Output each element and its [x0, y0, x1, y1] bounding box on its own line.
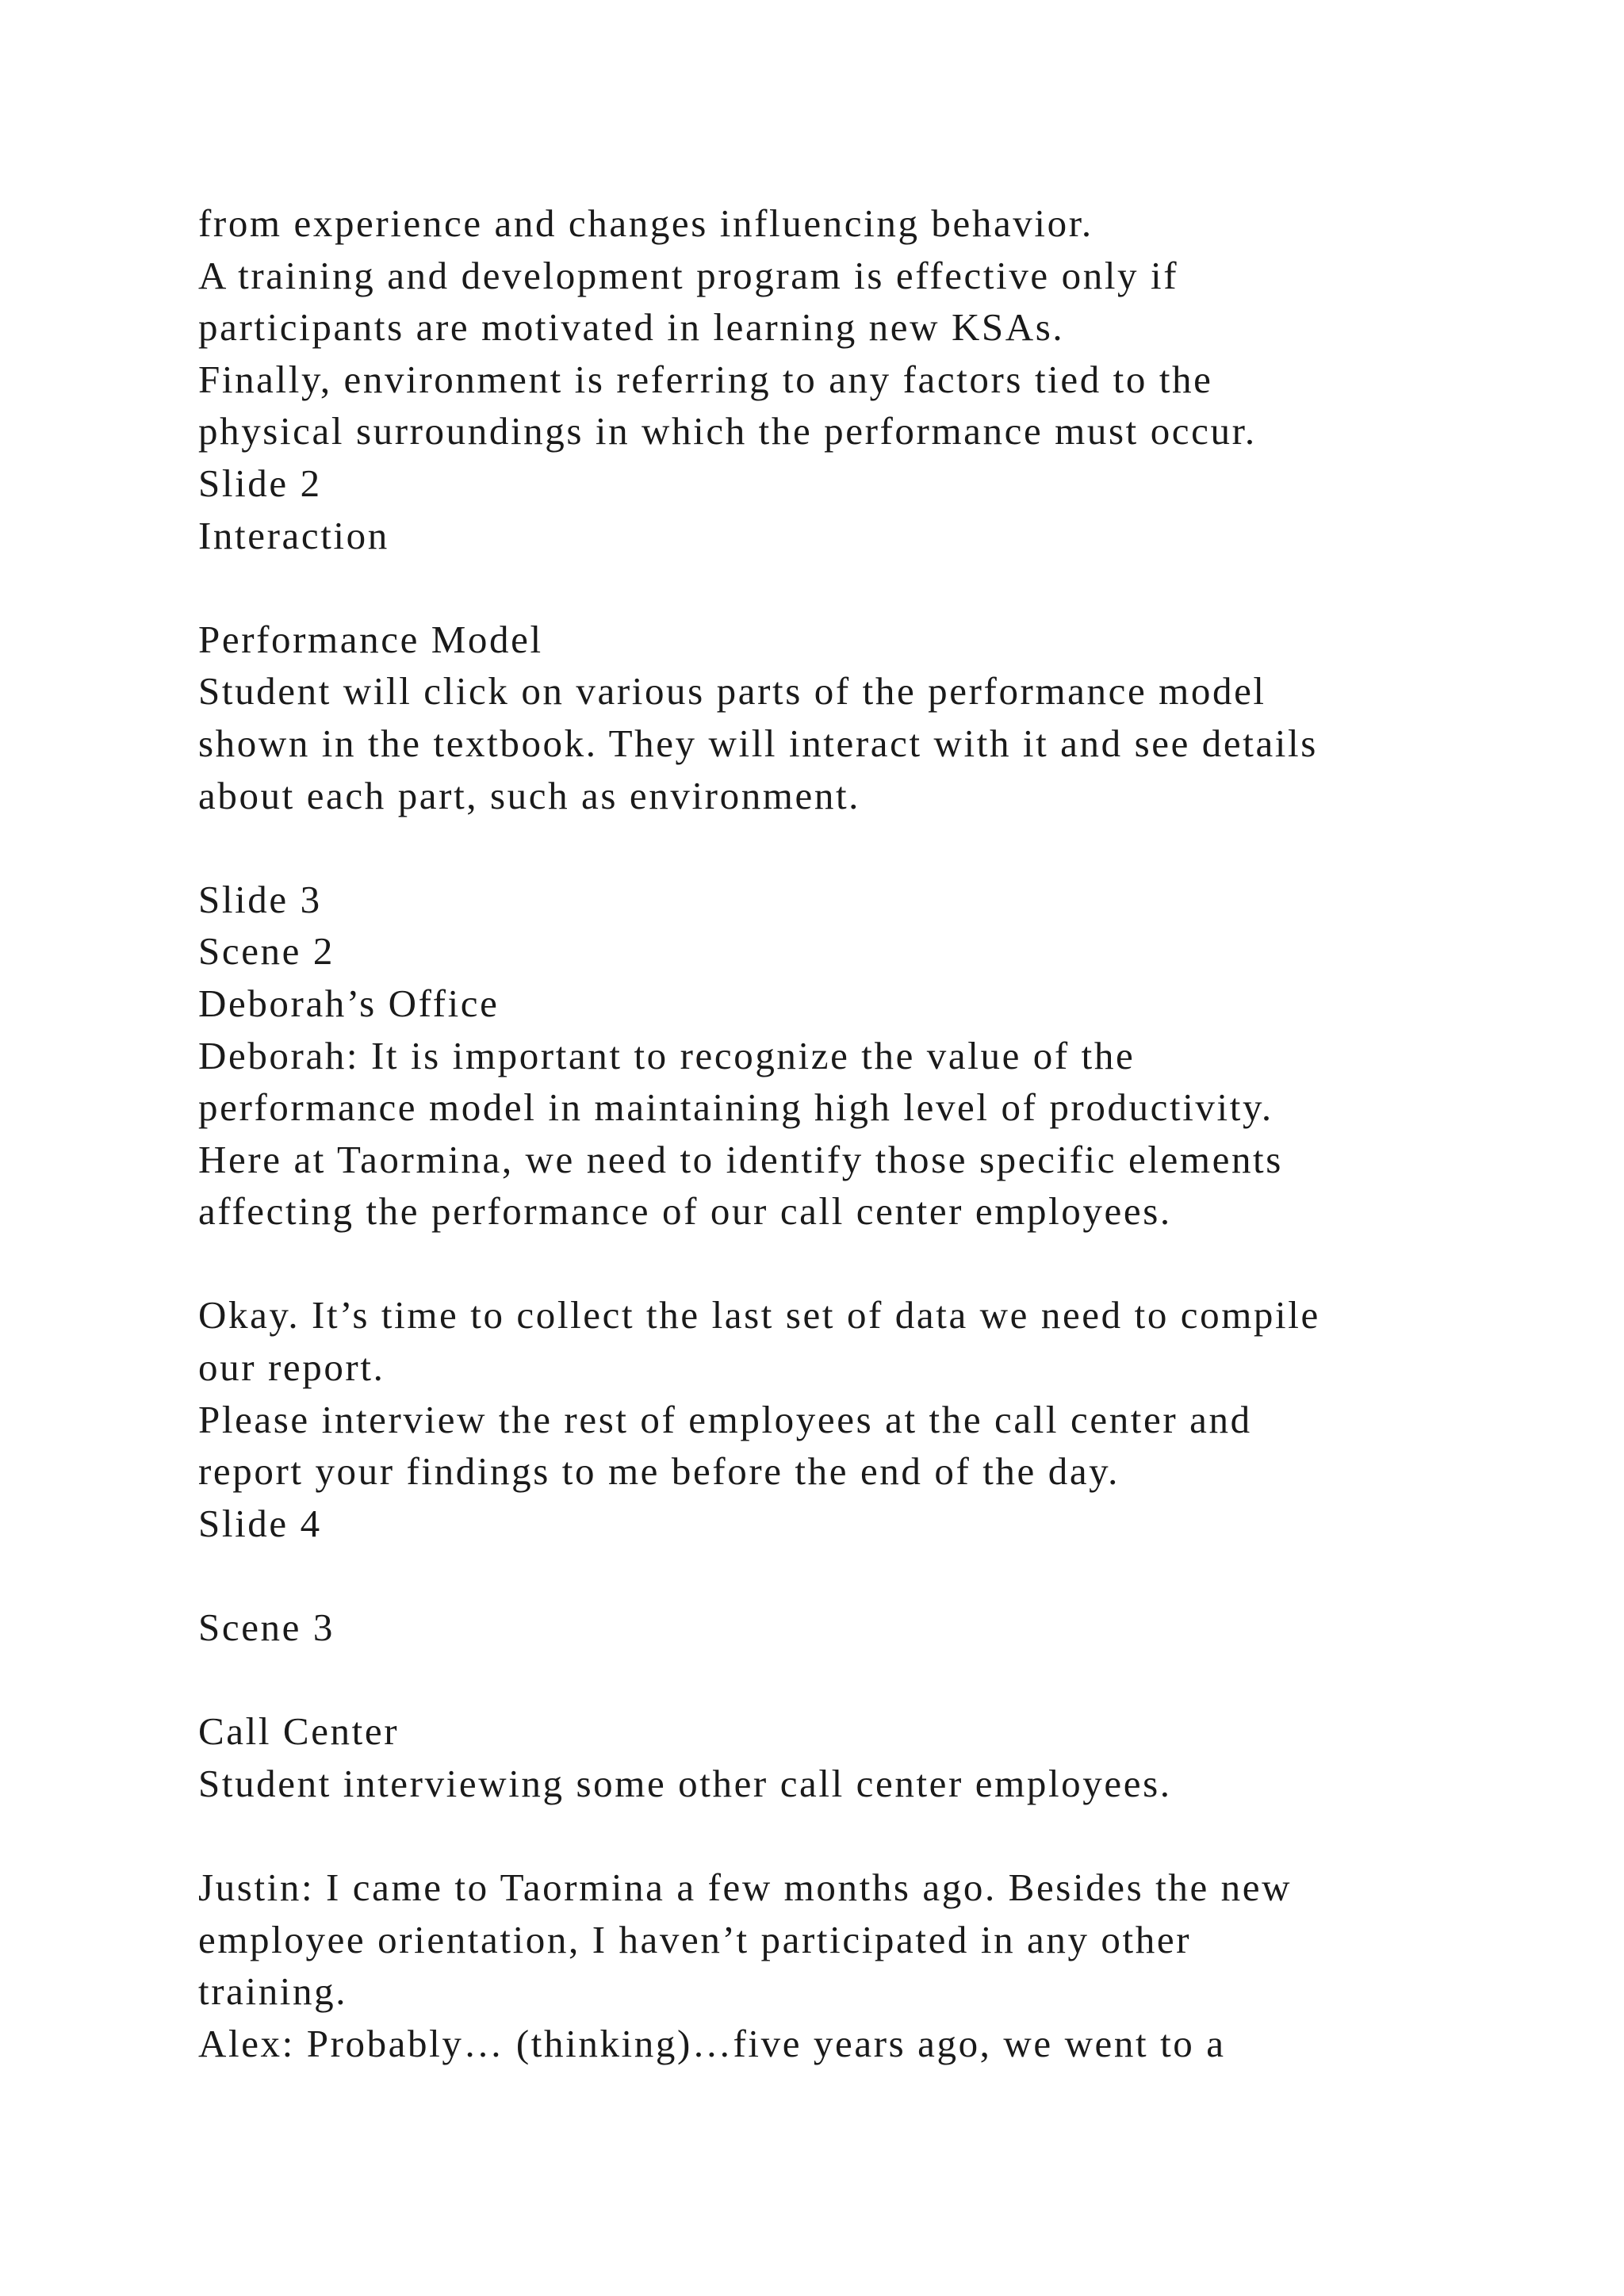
- blank-line: [198, 1809, 1546, 1862]
- dialogue-line: Justin: I came to Taormina a few months ago. Besides the new: [198, 1866, 1293, 1909]
- text-line: Finally, environment is referring to any factors tied to the: [198, 357, 1213, 401]
- dialogue-line: training.: [198, 1969, 348, 2014]
- text-line: A training and development program is effective only if: [198, 253, 1179, 297]
- document-body: [198, 197, 1546, 2069]
- slide-label: Slide 3: [198, 877, 322, 921]
- dialogue-line: Alex: Probably… (thinking)…five years ago, we went to a: [198, 2021, 1226, 2065]
- dialogue-line: report your findings to me before the end of the day.: [198, 1449, 1120, 1494]
- text-line: about each part, such as environment.: [198, 773, 861, 817]
- text-line: from experience and changes influencing behavior.: [198, 201, 1094, 245]
- dialogue-line: affecting the performance of our call center employees.: [198, 1189, 1172, 1234]
- text-line: shown in the textbook. They will interact with it and see details: [198, 721, 1318, 765]
- section-heading: Performance Model: [198, 617, 543, 661]
- text-line: physical surroundings in which the performance must occur.: [198, 409, 1257, 453]
- blank-line: [198, 1238, 1546, 1290]
- dialogue-line: our report.: [198, 1345, 385, 1390]
- dialogue-line: employee orientation, I haven’t participated in any other: [198, 1917, 1192, 1961]
- dialogue-line: Please interview the rest of employees at the call center and: [198, 1397, 1252, 1441]
- text-line: participants are motivated in learning new KSAs.: [198, 305, 1065, 350]
- location-label: Call Center: [198, 1709, 400, 1754]
- blank-line: [198, 1654, 1546, 1706]
- scene-label: Scene 3: [198, 1605, 335, 1650]
- dialogue-line: Deborah: It is important to recognize the value of the: [198, 1033, 1136, 1077]
- slide-label: Slide 4: [198, 1501, 322, 1545]
- dialogue-line: Okay. It’s time to collect the last set of data we need to compile: [198, 1293, 1320, 1337]
- text-line: Student interviewing some other call center employees.: [198, 1761, 1172, 1805]
- blank-line: [198, 821, 1546, 874]
- slide-label: Slide 2: [198, 461, 322, 505]
- blank-line: [198, 561, 1546, 614]
- text-line: Student will click on various parts of the performance model: [198, 669, 1266, 714]
- dialogue-line: Here at Taormina, we need to identify those specific elements: [198, 1137, 1283, 1181]
- dialogue-line: performance model in maintaining high level of productivity.: [198, 1085, 1274, 1130]
- location-label: Deborah’s Office: [198, 981, 500, 1025]
- scene-label: Scene 2: [198, 929, 335, 974]
- blank-line: [198, 1549, 1546, 1601]
- section-label: Interaction: [198, 513, 389, 557]
